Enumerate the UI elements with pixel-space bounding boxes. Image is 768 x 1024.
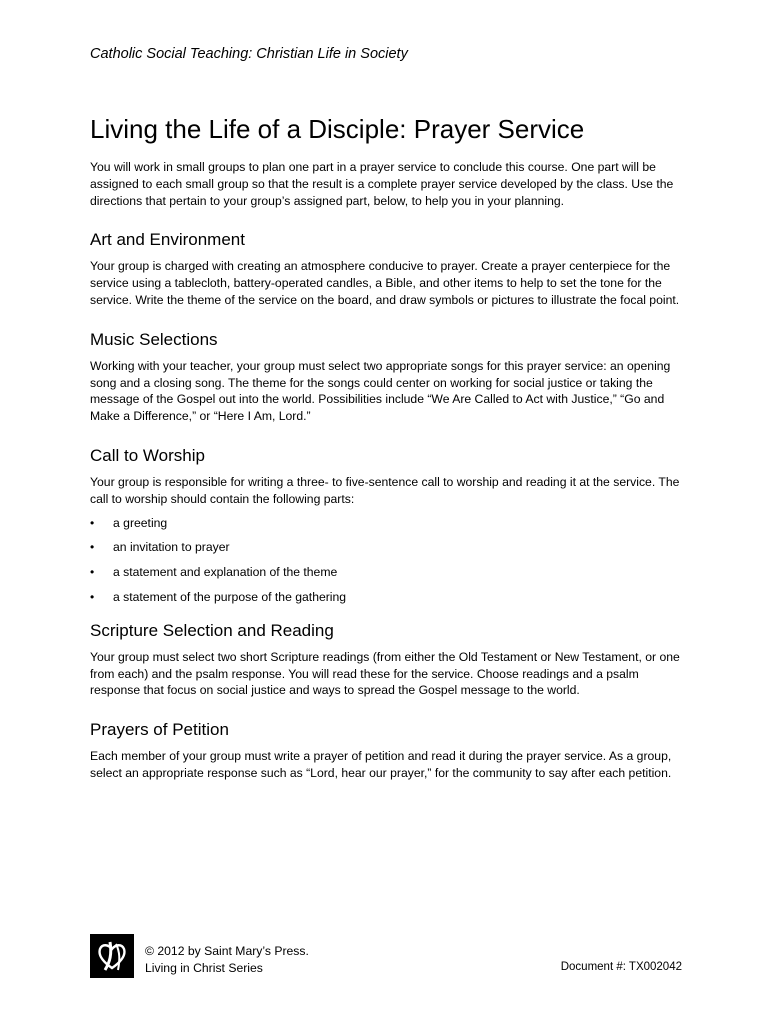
section-heading-music: Music Selections xyxy=(90,329,218,349)
bullet-icon: • xyxy=(90,565,95,580)
section-heading-scripture: Scripture Selection and Reading xyxy=(90,620,334,640)
section-body-petitions: Each member of your group must write a prayer of petition and read it during the prayer service. As a group, select an appropriate response such as “Lord, hear our prayer,” for the community to say after each petition. xyxy=(90,749,672,780)
list-item-text: an invitation to prayer xyxy=(113,540,230,555)
series-name: Living in Christ Series xyxy=(145,961,263,975)
copyright-text: © 2012 by Saint Mary’s Press. xyxy=(145,944,309,958)
call-to-worship-list xyxy=(90,515,684,606)
list-item xyxy=(90,539,684,556)
document-footer xyxy=(90,934,684,980)
section-body-music: Working with your teacher, your group must select two appropriate songs for this prayer service: an opening song and a closing song. The theme for the songs could center on working for social justice or taking the message of the Gospel out into the world. Possibilities include “We Are Called to Act with Justice,” “Go and Make a Difference,” or “Here I Am, Lord.” xyxy=(90,358,671,424)
section-heading-call-to-worship: Call to Worship xyxy=(90,445,205,465)
list-item-text: a statement and explanation of the theme xyxy=(113,565,338,580)
section-heading-art: Art and Environment xyxy=(90,230,245,250)
section-heading-petitions: Prayers of Petition xyxy=(90,720,229,740)
bullet-icon: • xyxy=(90,540,95,555)
section-body-call-to-worship: Your group is responsible for writing a three- to five-sentence call to worship and reading it at the service. The call to worship should contain the following parts: xyxy=(90,474,680,506)
section-body-art: Your group is charged with creating an atmosphere conducive to prayer. Create a prayer centerpiece for the service using a tablecloth, battery-operated candles, a Bible, and other items to help to set the tone for the service. Write the theme of the service on the board, and draw symbols or pictures to illustrate the focal point. xyxy=(90,259,680,307)
list-item xyxy=(90,564,684,581)
saint-marys-press-logo-icon xyxy=(90,934,134,978)
list-item-text: a statement of the purpose of the gathering xyxy=(113,589,347,604)
list-item xyxy=(90,515,684,532)
document-header: Catholic Social Teaching: Christian Life in Society xyxy=(90,46,408,62)
document-number: Document #: TX002042 xyxy=(560,961,682,973)
intro-paragraph: You will work in small groups to plan one part in a prayer service to conclude this course. One part will be assigned to each small group so that the result is a complete prayer service developed by the class. Use the directions that pertain to your group’s assigned part, below, to help you in your planning. xyxy=(90,160,674,208)
bullet-icon: • xyxy=(90,589,95,604)
list-item xyxy=(90,589,684,606)
list-item-text: a greeting xyxy=(113,515,168,530)
page-title: Living the Life of a Disciple: Prayer Service xyxy=(90,114,585,144)
document-body xyxy=(90,112,684,782)
section-body-scripture: Your group must select two short Scripture readings (from either the Old Testament or New Testament, or one from each) and the psalm response. You will read these for the service. Choose readings and a psalm response that focus on social justice and ways to spread the Gospel message to the world. xyxy=(90,649,680,698)
bullet-icon: • xyxy=(90,515,95,530)
